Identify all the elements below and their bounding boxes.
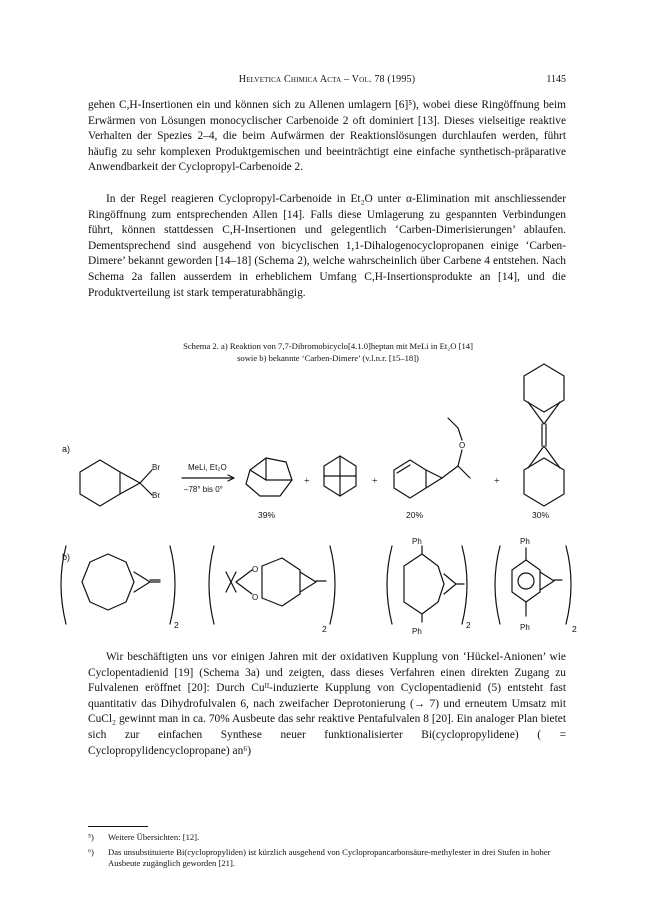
oxygen-label-acetonide-bottom: O [252, 593, 259, 602]
oxygen-label-ether: O [459, 441, 466, 450]
scheme-label-a: a) [62, 444, 71, 454]
phenyl-label-1-bottom: Ph [412, 627, 422, 636]
conditions-label: –78° bis 0° [184, 485, 223, 494]
footnote-5 [88, 832, 566, 844]
footnote-6-mark: ⁶) [88, 846, 94, 857]
phenyl-label-2-top: Ph [520, 537, 530, 546]
paragraph-3: Wir beschäftigten uns vor einigen Jahren mit der oxidativen Kupplung von ‘Hückel-Anionen’ wie Cyclopentadienid [19] (Schema 3a) und zeigten, dass dieses Verfahren einen direkten Zugang zu Fulvalenen eröffnet [20]: Durch Cuᴵᴵ-induzierte Kupplung von Cyclopentadienid (5) entsteht fast quantitativ das Dihydrofulvalen 6, nach zweifacher Deprotonierung (→ 7) und erneutem Umsatz mit CuCl₂ gewinnt man in ca. 70% Ausbeute das sehr reaktive Pentafulvalen 8 [20]. Ein analoger Plan bietet sich zur einfachen Synthese neuer funktionalisierter Bi(cyclopropylidene) ( = Cyclopropylidencyclopropane) an⁶) [88, 651, 566, 757]
dimer-cyclooctane [61, 546, 175, 624]
scheme-caption-line-2: sowie b) bekannte ‘Carben-Dimere’ (v.l.n.r. [15–18]) [237, 353, 419, 363]
ether-product [394, 418, 470, 498]
scheme-label-b: b) [62, 552, 71, 562]
footnote-5-text: Weitere Übersichten: [12]. [108, 832, 200, 842]
plus-sign-3: + [494, 476, 500, 487]
yield-39: 39% [258, 510, 276, 520]
bromine-label-bottom: Br [152, 491, 160, 500]
oxygen-label-acetonide-top: O [252, 565, 259, 574]
paragraph-1: gehen C,H-Insertionen ein und können sich zu Allenen umlagern [6]⁵), wobei diese Ringöffnung beim Erwärmen von Lösungen monocyclischer Carbenoide 2 oft dominiert [13]. Dieses vielseitige reaktive Verhalten der Spezies 2–4, die beim Aufwärmen der Reaktionslösungen durchlaufen werden, führt häufig zu sehr komplexen Produktgemischen und beeinträchtigt eine einfache synthetisch-präparative Anwendbarkeit der Cyclopropyl-Carbenoide 2. [88, 99, 566, 174]
footnote-6-text: Das unsubstituierte Bi(cyclopropyliden) ist kürzlich ausgehend von Cyclopropancarbonsäure-methylester in drei Stufen in hoher Ausbeute zugänglich geworden [21]. [108, 846, 551, 868]
carbene-dimer-product [524, 364, 564, 506]
journal-title: Helvetica Chimica Acta – Vol. 78 (1995) [238, 74, 416, 85]
yield-30: 30% [532, 510, 550, 520]
page-number: 1145 [546, 74, 566, 85]
paragraph-2: In der Regel reagieren Cyclopropyl-Carbenoide in Et₂O unter α-Elimination mit anschliessender Ringöffnung zum entsprechenden Allen [14]. Falls diese Umlagerung zu gespannten Verbindungen führt, können stattdessen C,H-Insertionen und gelegentlich ‘Carben-Dimerisierungen’ ablaufen. Dementsprechend sind ausgehend von bicyclischen 1,1-Dihalogenocyclopropanen einige ‘Carben-Dimere’ bekannt geworden [14–18] (Schema 2), welche wahrscheinlich über Carbene 4 entstehen. Nach Schema 2a fallen ausserdem in erheblichem Umfang C,H-Insertionsprodukte an [14], und die Produktverteilung ist stark temperaturabhängig. [88, 193, 566, 299]
phenyl-label-2-bottom: Ph [520, 623, 530, 632]
dimer-diphenyl-ring [387, 546, 467, 624]
scheme-caption-line-1: Schema 2. a) Reaktion von 7,7-Dibromobicyclo[4.1.0]heptan mit MeLi in Et₂O [14] [183, 341, 473, 351]
dimer-benzo-diphenyl [495, 546, 571, 624]
dimer-2-subscript: 2 [322, 624, 327, 634]
footnote-6 [88, 847, 566, 870]
footnote-5-mark: ⁵) [88, 832, 94, 842]
yield-20: 20% [406, 510, 424, 520]
dimer-acetonide [209, 546, 335, 624]
reaction-arrow [182, 475, 234, 481]
dimer-3-subscript: 2 [466, 620, 471, 630]
dimer-1-subscript: 2 [174, 620, 179, 630]
footnotes [88, 832, 566, 873]
plus-sign-2: + [372, 476, 378, 487]
bromine-label-top: Br [152, 463, 160, 472]
dimer-4-subscript: 2 [572, 624, 577, 634]
plus-sign-1: + [304, 476, 310, 487]
footnote-rule [88, 826, 148, 827]
reagent-label: MeLi, Et₂O [188, 463, 227, 472]
phenyl-label-1-top: Ph [412, 537, 422, 546]
dibromobicycloheptane-structure [80, 460, 152, 506]
insertion-product-2 [324, 456, 356, 496]
insertion-product-1 [246, 458, 292, 496]
